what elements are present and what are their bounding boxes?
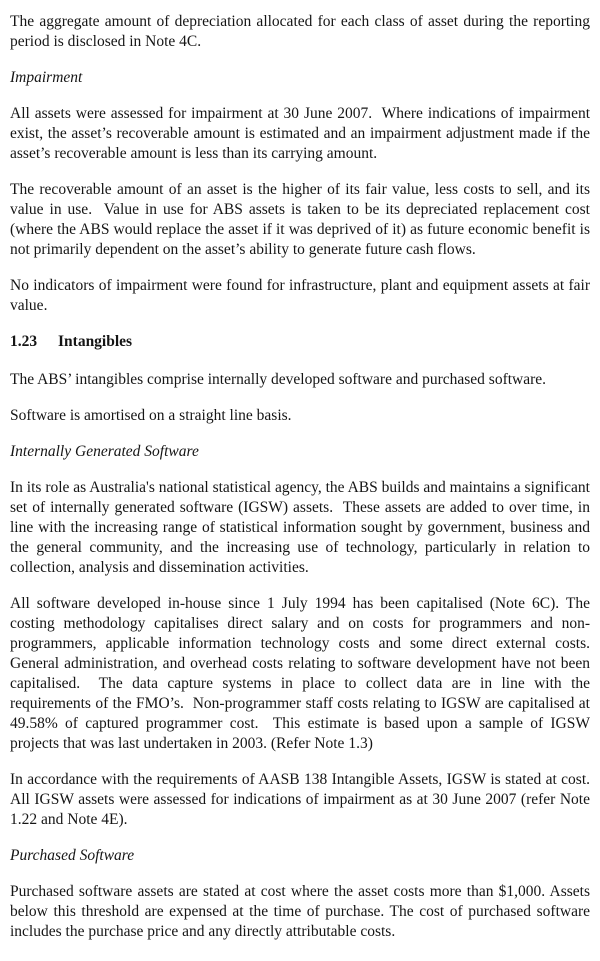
paragraph-impairment-assessment: All assets were assessed for impairment at 30 June 2007. Where indications of impairment exist, the asset’s recoverable amount is estimated and an impairment adjustment made if the asset’s recoverable amount is less than its carrying amount. <box>10 105 594 162</box>
paragraph-intangibles-comprise: The ABS’ intangibles comprise internally developed software and purchased software. <box>10 371 547 388</box>
subheading-internally-generated-software: Internally Generated Software <box>10 443 199 460</box>
section-number: 1.23 <box>10 333 38 350</box>
subheading-impairment: Impairment <box>10 69 83 86</box>
paragraph-igsw-capitalisation: All software developed in-house since 1 July 1994 has been capitalised (Note 6C). The costing methodology capitalises direct salary and on costs for programmers and non-programmers, applicable information technology costs and some direct external costs. General administration, and overhead costs relating to software development have not been capitalised. The data capture systems in place to collect data are in line with the requirements of the FMO’s. Non-programmer staff costs relating to IGSW are capitalised at 49.58% of captured programmer cost. This estimate is based upon a sample of IGSW projects that was last undertaken in 2003. (Refer Note 1.3) <box>10 595 598 752</box>
section-heading-intangibles <box>10 332 590 352</box>
paragraph-aasb138: In accordance with the requirements of AASB 138 Intangible Assets, IGSW is stated at cost. All IGSW assets were assessed for indications of impairment as at 30 June 2007 (refer Note 1.22 and Note 4E). <box>10 771 594 828</box>
paragraph-software-amortised: Software is amortised on a straight line basis. <box>10 407 292 424</box>
paragraph-purchased-software-cost: Purchased software assets are stated at cost where the asset costs more than $1,000. Assets below this threshold are expensed at the time of purchase. The cost of purchased software includes the purchase price and any directly attributable costs. <box>10 883 594 940</box>
paragraph-recoverable-amount: The recoverable amount of an asset is the higher of its fair value, less costs to sell, and its value in use. Value in use for ABS assets is taken to be its depreciated replacement cost (where the ABS would replace the asset if it was deprived of it) as future economic benefit is not primarily dependent on the asset’s ability to generate future cash flows. <box>10 181 594 258</box>
paragraph-depreciation-aggregate: The aggregate amount of depreciation allocated for each class of asset during the reporting period is disclosed in Note 4C. <box>10 13 594 50</box>
section-title: Intangibles <box>58 333 133 350</box>
paragraph-no-impairment-indicators: No indicators of impairment were found for infrastructure, plant and equipment assets at fair value. <box>10 277 594 314</box>
subheading-purchased-software: Purchased Software <box>10 847 135 864</box>
paragraph-igsw-role: In its role as Australia's national statistical agency, the ABS builds and maintains a significant set of internally generated software (IGSW) assets. These assets are added to over time, in line with the increasing range of statistical information sought by government, business and the general community, and the increasing use of technology, particularly in relation to collection, analysis and dissemination activities. <box>10 479 594 576</box>
